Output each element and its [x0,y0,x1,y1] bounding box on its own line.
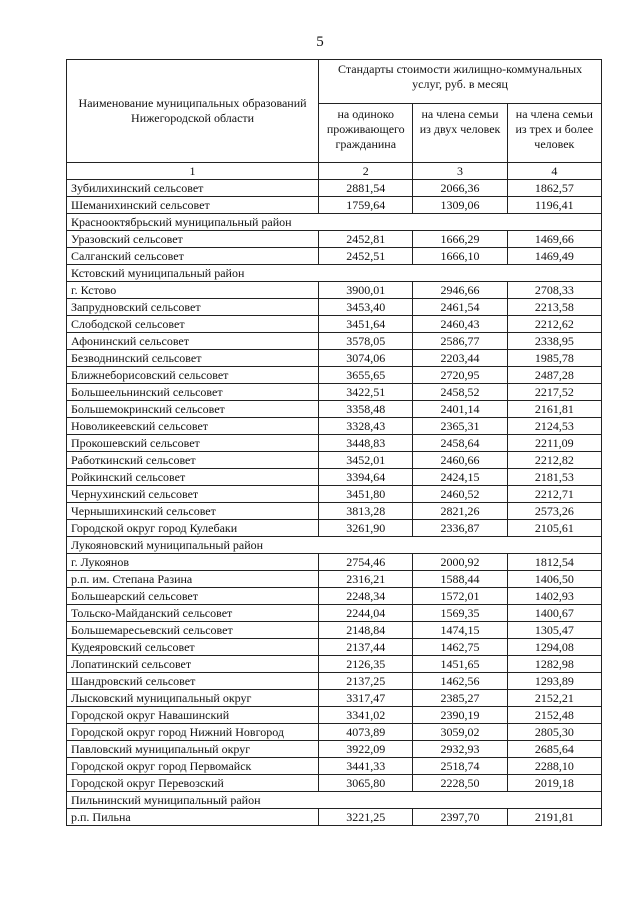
table-row [67,758,602,775]
cost-single-resident: 3074,06 [319,350,413,367]
cost-single-resident: 3453,40 [319,299,413,316]
cost-single-resident: 3655,65 [319,367,413,384]
table-row [67,605,602,622]
table-row [67,588,602,605]
cost-single-resident: 3813,28 [319,503,413,520]
cost-family-of-three-plus: 2212,82 [507,452,601,469]
cost-family-of-three-plus: 2708,33 [507,282,601,299]
cost-single-resident: 3394,64 [319,469,413,486]
municipality-name: Павловский муниципальный округ [67,741,319,758]
table-row [67,690,602,707]
municipality-name: г. Кстово [67,282,319,299]
cost-family-of-three-plus: 2181,53 [507,469,601,486]
cost-family-of-two: 1474,15 [413,622,507,639]
cost-single-resident: 3452,01 [319,452,413,469]
column-number: 3 [413,163,507,180]
cost-family-of-two: 2586,77 [413,333,507,350]
table-row [67,724,602,741]
municipality-name: Лысковский муниципальный округ [67,690,319,707]
cost-single-resident: 3422,51 [319,384,413,401]
table-row [67,520,602,537]
municipality-name: Афонинский сельсовет [67,333,319,350]
cost-single-resident: 3922,09 [319,741,413,758]
cost-family-of-three-plus: 1294,08 [507,639,601,656]
table-row [67,333,602,350]
cost-single-resident: 3578,05 [319,333,413,350]
section-row [67,537,602,554]
cost-family-of-three-plus: 1862,57 [507,180,601,197]
column-number: 1 [67,163,319,180]
cost-family-of-three-plus: 1469,49 [507,248,601,265]
municipality-name: Ближнеборисовский сельсовет [67,367,319,384]
cost-family-of-two: 2460,52 [413,486,507,503]
cost-single-resident: 3317,47 [319,690,413,707]
cost-family-of-two: 2518,74 [413,758,507,775]
cost-family-of-three-plus: 1305,47 [507,622,601,639]
table-row [67,418,602,435]
table-row [67,231,602,248]
municipality-name: Шеманихинский сельсовет [67,197,319,214]
cost-family-of-three-plus: 2124,53 [507,418,601,435]
table-row [67,469,602,486]
cost-family-of-two: 1451,65 [413,656,507,673]
cost-family-of-three-plus: 1812,54 [507,554,601,571]
cost-single-resident: 3900,01 [319,282,413,299]
municipality-name: Слободской сельсовет [67,316,319,333]
cost-family-of-two: 2458,52 [413,384,507,401]
cost-family-of-two: 2720,95 [413,367,507,384]
table-row [67,503,602,520]
cost-single-resident: 2137,25 [319,673,413,690]
municipality-name: г. Лукоянов [67,554,319,571]
table-row [67,367,602,384]
cost-family-of-three-plus: 1406,50 [507,571,601,588]
column-number-row [67,163,602,180]
cost-family-of-three-plus: 2152,21 [507,690,601,707]
cost-single-resident: 3451,80 [319,486,413,503]
municipality-name: Тольско-Майданский сельсовет [67,605,319,622]
cost-single-resident: 2137,44 [319,639,413,656]
column-number: 2 [319,163,413,180]
municipality-name: Безводнинский сельсовет [67,350,319,367]
cost-family-of-three-plus: 2191,81 [507,809,601,826]
cost-family-of-two: 2460,66 [413,452,507,469]
cost-family-of-two: 1309,06 [413,197,507,214]
section-row [67,214,602,231]
cost-family-of-two: 1572,01 [413,588,507,605]
cost-family-of-three-plus: 2212,62 [507,316,601,333]
municipality-name: Новоликеевский сельсовет [67,418,319,435]
municipality-name: р.п. Пильна [67,809,319,826]
cost-single-resident: 3221,25 [319,809,413,826]
cost-family-of-three-plus: 2211,09 [507,435,601,452]
cost-family-of-two: 2932,93 [413,741,507,758]
municipality-name: Большемокринский сельсовет [67,401,319,418]
table-row [67,622,602,639]
cost-family-of-two: 1462,75 [413,639,507,656]
cost-single-resident: 3328,43 [319,418,413,435]
table-row [67,401,602,418]
cost-family-of-three-plus: 1402,93 [507,588,601,605]
cost-single-resident: 3448,83 [319,435,413,452]
cost-family-of-two: 1588,44 [413,571,507,588]
municipality-name: Городской округ город Кулебаки [67,520,319,537]
municipality-name: Прокошевский сельсовет [67,435,319,452]
header-family-of-three-plus: на члена семьи из трех и более человек [507,104,601,163]
header-cost-standards-group: Стандарты стоимости жилищно-коммунальных услуг, руб. в месяц [319,60,602,104]
section-title: Лукояновский муниципальный район [67,537,602,554]
cost-family-of-three-plus: 2487,28 [507,367,601,384]
section-row [67,792,602,809]
cost-family-of-two: 3059,02 [413,724,507,741]
section-row [67,265,602,282]
table-row [67,639,602,656]
table-row [67,741,602,758]
cost-family-of-three-plus: 2685,64 [507,741,601,758]
cost-family-of-three-plus: 2573,26 [507,503,601,520]
cost-single-resident: 2452,81 [319,231,413,248]
cost-family-of-two: 2458,64 [413,435,507,452]
table-row [67,180,602,197]
cost-single-resident: 2244,04 [319,605,413,622]
municipality-name: Работкинский сельсовет [67,452,319,469]
cost-family-of-two: 2821,26 [413,503,507,520]
table-row [67,197,602,214]
cost-family-of-three-plus: 2161,81 [507,401,601,418]
cost-family-of-three-plus: 1293,89 [507,673,601,690]
cost-family-of-three-plus: 1400,67 [507,605,601,622]
table-row [67,248,602,265]
cost-family-of-two: 2000,92 [413,554,507,571]
page-number: 5 [316,34,324,50]
cost-family-of-three-plus: 1282,98 [507,656,601,673]
cost-family-of-three-plus: 2105,61 [507,520,601,537]
cost-family-of-two: 2203,44 [413,350,507,367]
cost-single-resident: 1759,64 [319,197,413,214]
cost-single-resident: 2754,46 [319,554,413,571]
cost-single-resident: 2881,54 [319,180,413,197]
table-row [67,435,602,452]
cost-family-of-two: 2365,31 [413,418,507,435]
table-row [67,299,602,316]
cost-single-resident: 3341,02 [319,707,413,724]
table-row [67,316,602,333]
cost-family-of-three-plus: 1196,41 [507,197,601,214]
cost-family-of-two: 2401,14 [413,401,507,418]
table-row [67,571,602,588]
cost-family-of-three-plus: 2152,48 [507,707,601,724]
cost-family-of-two: 1569,35 [413,605,507,622]
cost-family-of-three-plus: 2019,18 [507,775,601,792]
cost-single-resident: 4073,89 [319,724,413,741]
municipality-name: Городской округ Перевозский [67,775,319,792]
cost-single-resident: 3261,90 [319,520,413,537]
cost-family-of-two: 2424,15 [413,469,507,486]
table-row [67,775,602,792]
cost-family-of-two: 2336,87 [413,520,507,537]
table-row [67,809,602,826]
municipality-name: Большеельнинский сельсовет [67,384,319,401]
municipality-name: р.п. им. Степана Разина [67,571,319,588]
section-title: Краснооктябрьский муниципальный район [67,214,602,231]
cost-family-of-two: 1666,10 [413,248,507,265]
section-title: Пильнинский муниципальный район [67,792,602,809]
table-body [67,180,602,826]
cost-family-of-two: 2385,27 [413,690,507,707]
cost-family-of-two: 2390,19 [413,707,507,724]
municipality-name: Зубилихинский сельсовет [67,180,319,197]
municipality-name: Городской округ город Первомайск [67,758,319,775]
cost-family-of-two: 1666,29 [413,231,507,248]
cost-family-of-two: 2946,66 [413,282,507,299]
cost-single-resident: 2452,51 [319,248,413,265]
cost-family-of-three-plus: 2212,71 [507,486,601,503]
municipality-name: Уразовский сельсовет [67,231,319,248]
table-row [67,554,602,571]
section-title: Кстовский муниципальный район [67,265,602,282]
cost-family-of-two: 1462,56 [413,673,507,690]
table-row [67,486,602,503]
cost-single-resident: 2248,34 [319,588,413,605]
municipality-name: Кудеяровский сельсовет [67,639,319,656]
table-row [67,452,602,469]
cost-single-resident: 2148,84 [319,622,413,639]
municipality-name: Ройкинский сельсовет [67,469,319,486]
cost-family-of-three-plus: 1985,78 [507,350,601,367]
cost-standards-table [66,59,602,826]
cost-family-of-two: 2461,54 [413,299,507,316]
table-row [67,350,602,367]
municipality-name: Шандровский сельсовет [67,673,319,690]
cost-family-of-two: 2228,50 [413,775,507,792]
cost-family-of-three-plus: 1469,66 [507,231,601,248]
municipality-name: Городской округ город Нижний Новгород [67,724,319,741]
cost-family-of-three-plus: 2805,30 [507,724,601,741]
municipality-name: Большемаресьевский сельсовет [67,622,319,639]
municipality-name: Лопатинский сельсовет [67,656,319,673]
table-row [67,384,602,401]
column-number: 4 [507,163,601,180]
municipality-name: Городской округ Навашинский [67,707,319,724]
cost-family-of-two: 2460,43 [413,316,507,333]
cost-family-of-three-plus: 2217,52 [507,384,601,401]
cost-single-resident: 2126,35 [319,656,413,673]
municipality-name: Запрудновский сельсовет [67,299,319,316]
header-family-of-two: на члена семьи из двух человек [413,104,507,163]
municipality-name: Чернышихинский сельсовет [67,503,319,520]
cost-single-resident: 3358,48 [319,401,413,418]
cost-family-of-two: 2397,70 [413,809,507,826]
cost-family-of-three-plus: 2288,10 [507,758,601,775]
header-municipality-name: Наименование муниципальных образований Нижегородской области [67,60,319,163]
cost-single-resident: 2316,21 [319,571,413,588]
cost-family-of-three-plus: 2213,58 [507,299,601,316]
cost-family-of-three-plus: 2338,95 [507,333,601,350]
table-row [67,656,602,673]
cost-family-of-two: 2066,36 [413,180,507,197]
cost-single-resident: 3451,64 [319,316,413,333]
municipality-name: Салганский сельсовет [67,248,319,265]
table-row [67,707,602,724]
header-single-resident: на одиноко проживающего гражданина [319,104,413,163]
municipality-name: Большеарский сельсовет [67,588,319,605]
cost-single-resident: 3065,80 [319,775,413,792]
municipality-name: Чернухинский сельсовет [67,486,319,503]
cost-single-resident: 3441,33 [319,758,413,775]
table-row [67,282,602,299]
table-row [67,673,602,690]
